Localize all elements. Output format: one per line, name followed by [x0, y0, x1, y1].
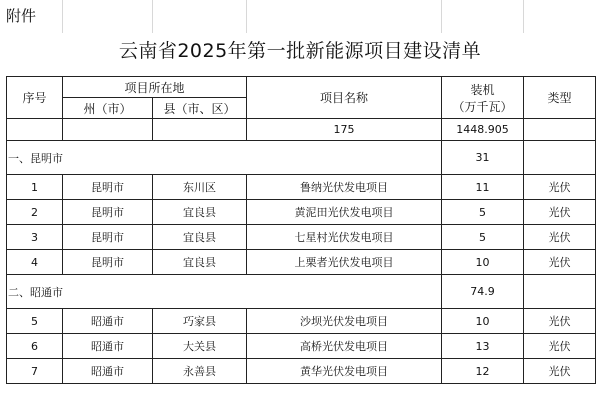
- row-project: 上栗者光伏发电项目: [247, 250, 442, 275]
- row-type: 光伏: [524, 359, 596, 384]
- header-prefecture: 州（市）: [63, 98, 153, 119]
- row-type: 光伏: [524, 200, 596, 225]
- row-project: 黄华光伏发电项目: [247, 359, 442, 384]
- row-county: 宜良县: [153, 200, 247, 225]
- section-row: [7, 141, 596, 175]
- attachment-row-grid: [0, 0, 600, 33]
- section-name: 二、昭通市: [7, 275, 442, 309]
- row-capacity: 12: [442, 359, 524, 384]
- row-prefecture: 昭通市: [63, 359, 153, 384]
- table-row: [7, 175, 596, 200]
- row-type: 光伏: [524, 250, 596, 275]
- row-capacity: 5: [442, 200, 524, 225]
- section-row: [7, 275, 596, 309]
- section-capacity: 74.9: [442, 275, 524, 309]
- header-row: [7, 77, 596, 98]
- row-type: 光伏: [524, 225, 596, 250]
- section-capacity: 31: [442, 141, 524, 175]
- header-capacity: [442, 77, 524, 119]
- section-name: 一、昆明市: [7, 141, 442, 175]
- header-type: 类型: [524, 77, 596, 119]
- row-county: 宜良县: [153, 250, 247, 275]
- row-capacity: 5: [442, 225, 524, 250]
- document-title: 云南省2025年第一批新能源项目建设清单: [118, 40, 482, 62]
- row-county: 宜良县: [153, 225, 247, 250]
- row-seq: 4: [7, 250, 63, 275]
- row-seq: 5: [7, 309, 63, 334]
- row-project: 七星村光伏发电项目: [247, 225, 442, 250]
- row-capacity: 10: [442, 309, 524, 334]
- table-row: [7, 359, 596, 384]
- row-capacity: 13: [442, 334, 524, 359]
- row-county: 大关县: [153, 334, 247, 359]
- total-capacity: 1448.905: [442, 119, 524, 141]
- row-capacity: 11: [442, 175, 524, 200]
- total-count: 175: [247, 119, 442, 141]
- table-row: [7, 334, 596, 359]
- row-county: 东川区: [153, 175, 247, 200]
- table-row: [7, 250, 596, 275]
- row-county: 巧家县: [153, 309, 247, 334]
- row-seq: 3: [7, 225, 63, 250]
- row-project: 黄泥田光伏发电项目: [247, 200, 442, 225]
- header-project-name: 项目名称: [247, 77, 442, 119]
- header-capacity-line1: 装机: [470, 82, 495, 97]
- row-seq: 6: [7, 334, 63, 359]
- header-capacity-line2: （万千瓦）: [452, 99, 513, 114]
- row-seq: 2: [7, 200, 63, 225]
- row-project: 沙坝光伏发电项目: [247, 309, 442, 334]
- row-type: 光伏: [524, 309, 596, 334]
- row-prefecture: 昆明市: [63, 225, 153, 250]
- row-seq: 1: [7, 175, 63, 200]
- row-project: 高桥光伏发电项目: [247, 334, 442, 359]
- row-prefecture: 昆明市: [63, 175, 153, 200]
- attachment-label: 附件: [6, 7, 37, 25]
- table-row: [7, 309, 596, 334]
- table-row: [7, 225, 596, 250]
- row-capacity: 10: [442, 250, 524, 275]
- row-prefecture: 昭通市: [63, 309, 153, 334]
- row-type: 光伏: [524, 175, 596, 200]
- row-seq: 7: [7, 359, 63, 384]
- row-prefecture: 昆明市: [63, 250, 153, 275]
- row-prefecture: 昭通市: [63, 334, 153, 359]
- header-location: 项目所在地: [63, 77, 247, 98]
- row-project: 鲁纳光伏发电项目: [247, 175, 442, 200]
- row-county: 永善县: [153, 359, 247, 384]
- header-county: 县（市、区）: [153, 98, 247, 119]
- header-seq: 序号: [7, 77, 63, 119]
- table-row: [7, 200, 596, 225]
- total-row: [7, 119, 596, 141]
- project-table: [6, 76, 596, 384]
- row-type: 光伏: [524, 334, 596, 359]
- row-prefecture: 昆明市: [63, 200, 153, 225]
